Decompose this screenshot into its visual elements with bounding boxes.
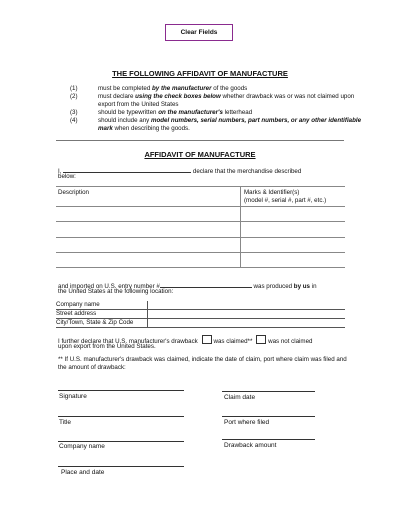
instruction-text: should include any model numbers, serial numbers, part numbers, or any other identifiable mark when describing the goods. [98, 117, 362, 132]
signature-label: Signature [59, 393, 87, 400]
claim-date-label: Claim date [224, 394, 256, 401]
clear-fields-button[interactable]: Clear Fields [165, 24, 233, 41]
table-divider [240, 187, 241, 267]
drawback-declaration: I further declare that U.S. manufacturer's drawback was claimed** was not claimed [58, 335, 358, 346]
entry-line-2: the United States at the following location: [58, 288, 174, 295]
port-label: Port where filed [224, 419, 270, 426]
claim-date-line[interactable] [222, 391, 315, 392]
declarant-name-field[interactable] [63, 165, 191, 173]
table-row[interactable] [56, 252, 345, 253]
table-row[interactable] [56, 221, 345, 222]
company-name-label: Company name [56, 301, 147, 310]
company-name-line[interactable] [58, 441, 184, 442]
declaration-line: I, declare that the merchandise described [58, 165, 348, 176]
place-date-line[interactable] [58, 466, 184, 467]
entry-line: and imported on U.S. entry number # was produced by us in [58, 280, 353, 291]
declaration-end: below: [58, 173, 76, 180]
title-line[interactable] [58, 416, 184, 417]
instruction-number: (1) [70, 85, 78, 92]
instruction-number: (4) [70, 117, 78, 124]
was-not-claimed-checkbox[interactable] [256, 335, 266, 344]
marks-header: Marks & Identifier(s) [244, 189, 300, 196]
signature-line[interactable] [58, 390, 184, 391]
instruction-number: (3) [70, 109, 78, 116]
instruction-3 [70, 109, 370, 117]
instruction-2 [70, 93, 370, 109]
entry-number-field[interactable] [160, 280, 252, 288]
street-address-label: Street address [56, 310, 147, 319]
instruction-1 [70, 85, 370, 93]
drawback-amount-label: Drawback amount [224, 442, 277, 449]
port-line[interactable] [222, 416, 315, 417]
company-name-field[interactable] [147, 301, 345, 310]
instruction-text: must be completed by the manufacturer of the goods [98, 85, 248, 92]
divider [56, 140, 344, 141]
page-title: THE FOLLOWING AFFIDAVIT OF MANUFACTURE [112, 69, 288, 78]
marks-subheader: (model #, serial #, part #, etc.) [244, 197, 327, 204]
drawback-declaration-2: upon export from the United States. [58, 343, 156, 350]
drawback-note: ** If U.S. manufacturer's drawback was claimed, indicate the date of claim, port where claim was filed and the amount of drawback: [58, 356, 347, 371]
street-address-field[interactable] [147, 310, 345, 319]
instruction-number: (2) [70, 93, 78, 100]
affidavit-title: AFFIDAVIT OF MANUFACTURE [144, 150, 256, 159]
city-state-zip-label: City/Town, State & Zip Code [56, 319, 147, 328]
table-row[interactable] [56, 206, 345, 207]
table-row[interactable] [56, 237, 345, 238]
city-state-zip-field[interactable] [147, 319, 345, 328]
description-table [56, 186, 345, 268]
place-date-label: Place and date [61, 469, 105, 476]
instruction-4 [70, 117, 370, 133]
was-claimed-checkbox[interactable] [202, 335, 212, 344]
drawback-amount-line[interactable] [222, 439, 315, 440]
title-label: Title [59, 419, 72, 426]
description-header: Description [58, 189, 89, 196]
instruction-text: must declare using the check boxes below whether drawback was or was not claimed upon export from the United States [98, 93, 355, 108]
instruction-text: should be typewritten on the manufacturer's letterhead [98, 109, 253, 116]
company-name-sig-label: Company name [59, 443, 105, 450]
